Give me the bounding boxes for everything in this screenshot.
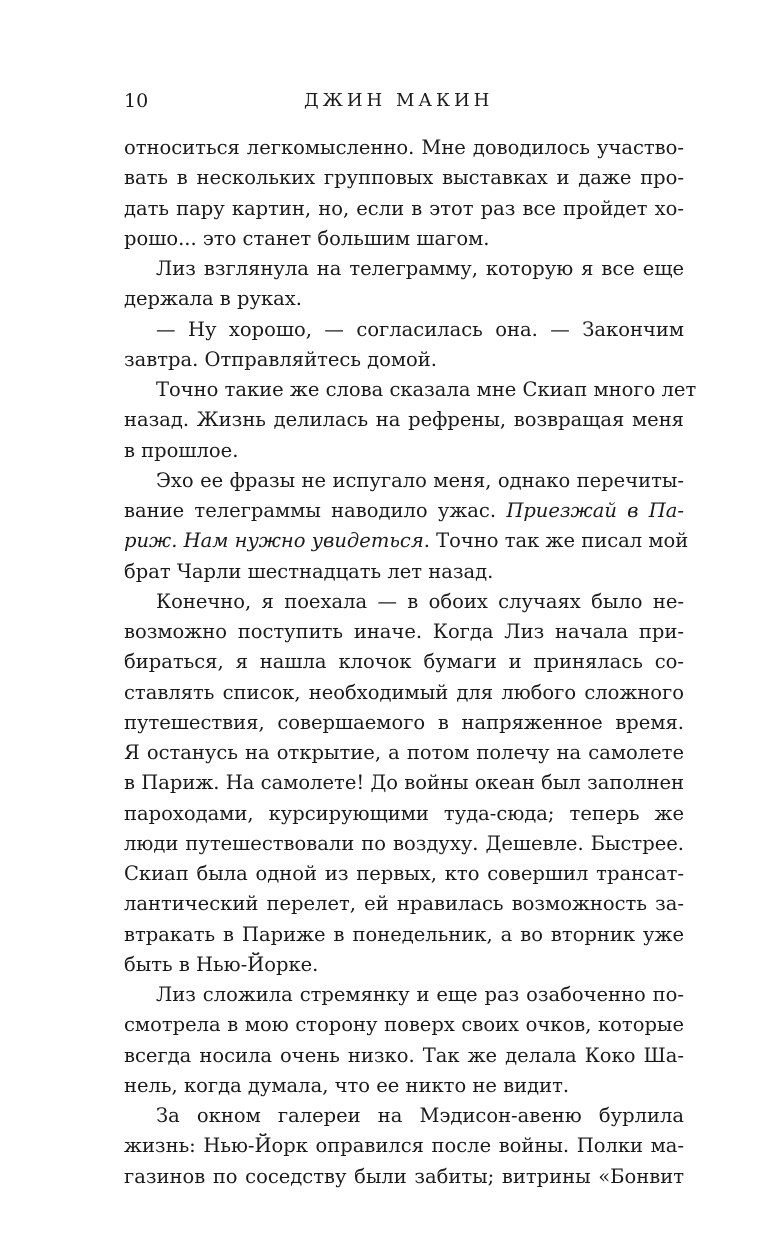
text-run: . Точно так же писал мой <box>423 529 689 553</box>
text-line: смотрела в мою сторону поверх своих очков, которые <box>124 1013 684 1037</box>
running-head: ДЖИН МАКИН <box>304 90 494 111</box>
text-line: назад. Жизнь делилась на рефрены, возвращая меня <box>124 408 684 432</box>
page-header <box>124 88 682 114</box>
page-number: 10 <box>124 90 149 112</box>
text-line: в Париж. На самолете! До войны океан был заполнен <box>124 771 684 795</box>
text-line: рошо... это станет большим шагом. <box>124 226 490 250</box>
text-line: Эхо ее фразы не испугало меня, однако перечиты- <box>156 468 684 492</box>
text-line: Конечно, я поехала — в обоих случаях было не- <box>156 589 684 613</box>
text-line: втракать в Париже в понедельник, а во вторник уже <box>124 922 684 946</box>
text-line: ставлять список, необходимый для любого сложного <box>124 680 684 704</box>
text-run: вание телеграммы наводило ужас. <box>124 499 507 522</box>
text-line: люди путешествовали по воздуху. Дешевле. Быстрее. <box>124 831 684 855</box>
text-line <box>124 496 684 526</box>
text-line: завтра. Отправляйтесь домой. <box>124 347 437 371</box>
text-line: дать пару картин, но, если в этот раз все пройдет хо- <box>124 196 684 220</box>
text-line: вать в нескольких групповых выставках и даже про- <box>124 166 684 190</box>
text-line: Я останусь на открытие, а потом полечу на самолете <box>124 741 684 764</box>
italic-text-run: риж. Нам нужно увидеться <box>124 529 424 553</box>
text-line: — Ну хорошо, — согласилась она. — Закончим <box>156 317 684 341</box>
text-line: путешествия, совершаемого в напряженное время. <box>124 710 684 734</box>
text-line: в прошлое. <box>124 438 239 462</box>
text-line: Точно такие же слова сказала мне Скиап много лет <box>156 378 697 401</box>
text-line: Лиз взглянула на телеграмму, которую я все еще <box>156 257 684 280</box>
text-line: брат Чарли шестнадцать лет назад. <box>124 559 494 583</box>
text-line: пароходами, курсирующими туда-сюда; теперь же <box>124 801 684 825</box>
text-line: всегда носила очень низко. Так же делала Коко Ша- <box>124 1043 684 1067</box>
text-line: Скиап была одной из первых, кто совершил трансат- <box>124 862 684 885</box>
text-line: возможно поступить иначе. Когда Лиз начала при- <box>124 620 684 643</box>
text-line: относиться легкомысленно. Мне доводилось участво- <box>124 136 684 159</box>
text-line: Лиз сложила стремянку и еще раз озабоченно по- <box>156 983 684 1006</box>
text-line <box>124 526 689 556</box>
text-line: жизнь: Нью-Йорк оправился после войны. Полки ма- <box>124 1134 684 1158</box>
text-line: газинов по соседству были забиты; витрины «Бонвит <box>124 1164 684 1188</box>
text-line: нель, когда думала, что ее никто не видит. <box>124 1073 570 1097</box>
text-line: быть в Нью-Йорке. <box>124 952 319 976</box>
body-text <box>124 133 697 1192</box>
italic-text-run: Приезжай в Па- <box>506 499 685 522</box>
text-line: лантический перелет, ей нравилась возможность за- <box>124 892 684 916</box>
text-line: держала в руках. <box>124 287 302 311</box>
text-line: За окном галереи на Мэдисон-авеню бурлила <box>156 1104 684 1127</box>
text-line: бираться, я нашла клочок бумаги и принялась со- <box>124 650 684 674</box>
